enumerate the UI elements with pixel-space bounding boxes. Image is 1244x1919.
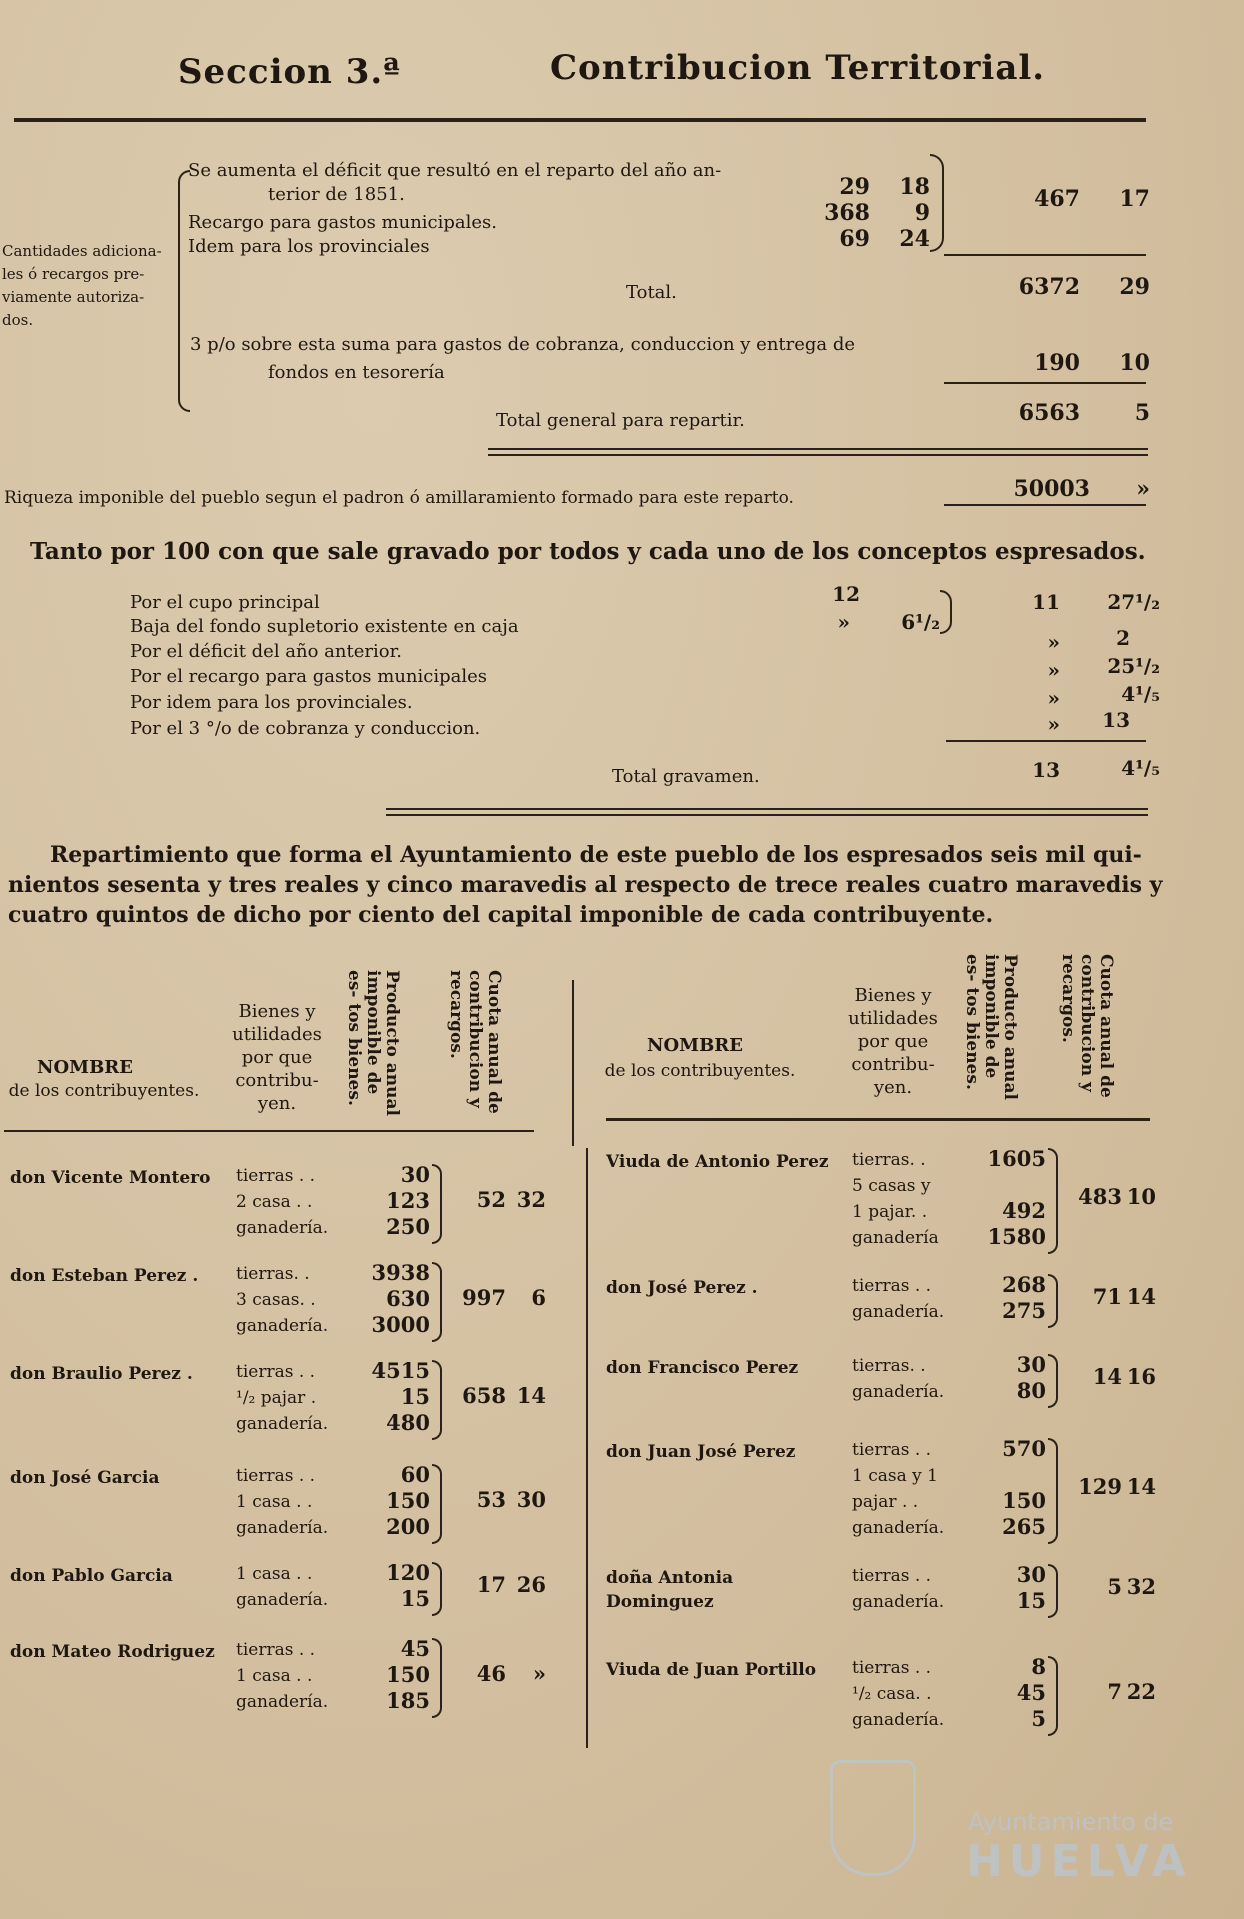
surcharge-reales: 29 bbox=[839, 174, 870, 200]
distribution-intro-line: nientos sesenta y tres reales y cinco maravedis al respecto de trece reales cuatro maravedis y bbox=[8, 872, 1163, 898]
quota-reales: 129 bbox=[1078, 1474, 1122, 1499]
goods-item: ¹/₂ casa. . bbox=[852, 1684, 932, 1704]
quota-reales: 14 bbox=[1092, 1364, 1122, 1389]
surcharge-mrs: 24 bbox=[899, 226, 930, 252]
contributor-name: don Esteban Perez . bbox=[10, 1266, 199, 1286]
quota-mrs: 16 bbox=[1126, 1364, 1156, 1389]
col-product-head: Producto anual imponible de es- tos bienes. bbox=[344, 970, 402, 1116]
row-brace bbox=[1048, 1148, 1058, 1254]
goods-item: 1 casa . . bbox=[236, 1564, 313, 1584]
goods-item: ganadería. bbox=[236, 1414, 329, 1434]
rate-brace bbox=[940, 590, 952, 634]
rate-label: Por el déficit del año anterior. bbox=[130, 641, 402, 662]
rate-c: » bbox=[1047, 686, 1060, 710]
product-value: 45 bbox=[400, 1636, 430, 1661]
wealth-mrs: » bbox=[1136, 476, 1150, 502]
goods-item: ganadería. bbox=[852, 1302, 945, 1322]
product-value: 8 bbox=[1031, 1654, 1046, 1679]
row-brace bbox=[432, 1262, 442, 1342]
section-number: Seccion 3.ª bbox=[178, 52, 401, 92]
rate-b: 6¹/₂ bbox=[901, 610, 940, 634]
goods-item: 2 casa . . bbox=[236, 1192, 313, 1212]
total-mrs: 29 bbox=[1119, 274, 1150, 300]
product-value: 30 bbox=[400, 1162, 430, 1187]
quota-mrs: 22 bbox=[1126, 1679, 1156, 1704]
goods-item: ganadería. bbox=[236, 1590, 329, 1610]
col-product-head: Producto anual imponible de es- tos bienes. bbox=[962, 954, 1020, 1100]
collection-label: fondos en tesorería bbox=[268, 362, 445, 383]
product-value: 4515 bbox=[371, 1358, 430, 1383]
grand-rule bbox=[488, 454, 1148, 456]
product-value: 120 bbox=[386, 1560, 430, 1585]
rate-a: 12 bbox=[832, 582, 860, 606]
rates-double-rule bbox=[386, 808, 1148, 810]
quota-reales: 52 bbox=[476, 1187, 506, 1212]
goods-item: 1 casa . . bbox=[236, 1666, 313, 1686]
product-value: 1605 bbox=[987, 1146, 1046, 1171]
quota-reales: 17 bbox=[476, 1572, 506, 1597]
quota-reales: 658 bbox=[462, 1383, 506, 1408]
rate-label: Por el cupo principal bbox=[130, 592, 320, 613]
row-brace bbox=[1048, 1274, 1058, 1328]
product-value: 268 bbox=[1002, 1272, 1046, 1297]
goods-item: tierras . . bbox=[852, 1566, 932, 1586]
quota-reales: 997 bbox=[462, 1285, 506, 1310]
product-value: 15 bbox=[400, 1384, 430, 1409]
row-brace bbox=[1048, 1438, 1058, 1544]
contributor-name: don Vicente Montero bbox=[10, 1168, 211, 1188]
collection-label: 3 p/o sobre esta suma para gastos de cobranza, conduccion y entrega de bbox=[190, 334, 856, 355]
rate-d: 25¹/₂ bbox=[1107, 654, 1160, 678]
product-value: 1580 bbox=[987, 1224, 1046, 1249]
goods-item: 1 casa . . bbox=[236, 1492, 313, 1512]
product-value: 15 bbox=[1016, 1588, 1046, 1613]
product-value: 150 bbox=[386, 1488, 430, 1513]
collection-rule bbox=[944, 382, 1146, 384]
right-header-rule bbox=[606, 1118, 1150, 1121]
product-value: 30 bbox=[1016, 1352, 1046, 1377]
quota-reales: 71 bbox=[1092, 1284, 1122, 1309]
goods-item: ganadería. bbox=[236, 1218, 329, 1238]
col-quota-head: Cuota anual de contribucion y recargos. bbox=[1058, 954, 1116, 1098]
surcharge-item-label: Idem para los provinciales bbox=[188, 236, 430, 257]
collection-reales: 190 bbox=[1034, 350, 1080, 376]
product-value: 15 bbox=[400, 1586, 430, 1611]
surcharge-item-label: Se aumenta el déficit que resultó en el reparto del año an- bbox=[188, 160, 722, 181]
goods-item: tierras . . bbox=[236, 1640, 316, 1660]
row-brace bbox=[432, 1360, 442, 1440]
goods-item: pajar . . bbox=[852, 1492, 919, 1512]
rates-total-d: 4¹/₅ bbox=[1121, 756, 1160, 780]
product-value: 630 bbox=[386, 1286, 430, 1311]
rate-d: 27¹/₂ bbox=[1107, 590, 1160, 614]
rate-label: Baja del fondo supletorio existente en caja bbox=[130, 616, 519, 637]
product-value: 200 bbox=[386, 1514, 430, 1539]
product-value: 250 bbox=[386, 1214, 430, 1239]
surcharges-side-label: Cantidades adiciona- les ó recargos pre- viamente autoriza- dos. bbox=[2, 242, 162, 329]
goods-item: 1 pajar. . bbox=[852, 1202, 928, 1222]
product-value: 30 bbox=[1016, 1562, 1046, 1587]
rate-d: 4¹/₅ bbox=[1121, 682, 1160, 706]
subtotal-rule bbox=[944, 254, 1146, 256]
surcharge-items-brace bbox=[930, 154, 944, 252]
huelva-crest-icon bbox=[830, 1760, 916, 1876]
quota-reales: 53 bbox=[476, 1487, 506, 1512]
rate-d: 2 bbox=[1116, 626, 1130, 650]
collection-mrs: 10 bbox=[1119, 350, 1150, 376]
quota-mrs: 10 bbox=[1126, 1184, 1156, 1209]
rate-label: Por el 3 °/o de cobranza y conduccion. bbox=[130, 718, 481, 739]
surcharge-mrs: 18 bbox=[899, 174, 930, 200]
row-brace bbox=[1048, 1656, 1058, 1736]
goods-item: 3 casas. . bbox=[236, 1290, 316, 1310]
col-goods-head: Bienes y utilidades por que contribu- yen. bbox=[848, 985, 938, 1098]
product-value: 3000 bbox=[371, 1312, 430, 1337]
row-brace bbox=[432, 1464, 442, 1544]
contributor-name: don José Garcia bbox=[10, 1468, 160, 1488]
quota-reales: 46 bbox=[476, 1661, 506, 1686]
quota-reales: 7 bbox=[1107, 1679, 1122, 1704]
quota-mrs: 6 bbox=[531, 1285, 546, 1310]
rates-rule bbox=[946, 740, 1146, 742]
goods-item: ganadería. bbox=[852, 1518, 945, 1538]
wealth-rule bbox=[944, 504, 1146, 506]
quota-mrs: 14 bbox=[516, 1383, 546, 1408]
product-value: 150 bbox=[386, 1662, 430, 1687]
goods-item: ganadería. bbox=[236, 1316, 329, 1336]
left-header-rule bbox=[4, 1130, 534, 1132]
surcharge-item-label: Recargo para gastos municipales. bbox=[188, 212, 498, 233]
total-label: Total. bbox=[626, 282, 677, 303]
goods-item: ganadería. bbox=[852, 1710, 945, 1730]
distribution-intro-line: Repartimiento que forma el Ayuntamiento de este pueblo de los espresados seis mil qui- bbox=[50, 842, 1142, 868]
product-value: 80 bbox=[1016, 1378, 1046, 1403]
quota-mrs: 32 bbox=[516, 1187, 546, 1212]
watermark-text: Ayuntamiento de bbox=[968, 1808, 1174, 1836]
rate-d: 13 bbox=[1102, 708, 1130, 732]
surcharge-reales: 69 bbox=[839, 226, 870, 252]
quota-mrs: » bbox=[532, 1661, 546, 1686]
contributor-name: doña Antonia Dominguez bbox=[606, 1568, 734, 1612]
table-divider bbox=[572, 980, 574, 1146]
rate-c: » bbox=[1047, 712, 1060, 736]
goods-item: tierras. . bbox=[852, 1150, 926, 1170]
product-value: 150 bbox=[1002, 1488, 1046, 1513]
product-value: 492 bbox=[1002, 1198, 1046, 1223]
contributor-name: don Francisco Perez bbox=[606, 1358, 799, 1378]
surcharges-brace bbox=[178, 170, 190, 412]
product-value: 480 bbox=[386, 1410, 430, 1435]
goods-item: tierras . . bbox=[236, 1362, 316, 1382]
product-value: 123 bbox=[386, 1188, 430, 1213]
wealth-label: Riqueza imponible del pueblo segun el padron ó amillaramiento formado para este reparto. bbox=[4, 488, 794, 508]
product-value: 45 bbox=[1016, 1680, 1046, 1705]
contributor-name: don José Perez . bbox=[606, 1278, 758, 1298]
product-value: 60 bbox=[400, 1462, 430, 1487]
surcharge-reales: 368 bbox=[824, 200, 870, 226]
row-brace bbox=[1048, 1354, 1058, 1408]
product-value: 570 bbox=[1002, 1436, 1046, 1461]
watermark-text: HUELVA bbox=[966, 1836, 1192, 1887]
product-value: 5 bbox=[1031, 1706, 1046, 1731]
quota-reales: 5 bbox=[1107, 1574, 1122, 1599]
goods-item: ganadería. bbox=[852, 1382, 945, 1402]
contributor-name: don Mateo Rodriguez bbox=[10, 1642, 215, 1662]
contributor-name: don Braulio Perez . bbox=[10, 1364, 193, 1384]
rates-total-label: Total gravamen. bbox=[612, 766, 760, 787]
goods-item: ¹/₂ pajar . bbox=[236, 1388, 317, 1408]
col-name-sub: de los contribuyentes. bbox=[604, 1061, 796, 1081]
goods-item: ganadería. bbox=[852, 1592, 945, 1612]
quota-reales: 483 bbox=[1078, 1184, 1122, 1209]
col-quota-head: Cuota anual de contribucion y recargos. bbox=[446, 970, 504, 1114]
row-brace bbox=[432, 1638, 442, 1718]
quota-mrs: 26 bbox=[516, 1572, 546, 1597]
rates-double-rule bbox=[386, 814, 1148, 816]
surcharge-subtotal-reales: 467 bbox=[1034, 186, 1080, 212]
grand-total-label: Total general para repartir. bbox=[496, 410, 745, 431]
distribution-intro-line: cuatro quintos de dicho por ciento del capital imponible de cada contribuyente. bbox=[8, 902, 994, 928]
surcharge-subtotal-mrs: 17 bbox=[1119, 186, 1150, 212]
goods-item: tierras. . bbox=[236, 1264, 310, 1284]
grand-total-mrs: 5 bbox=[1134, 400, 1150, 426]
contributor-name: don Pablo Garcia bbox=[10, 1566, 173, 1586]
col-name-sub: de los contribuyentes. bbox=[8, 1081, 200, 1101]
rate-c: » bbox=[1047, 630, 1060, 654]
contributor-name: don Juan José Perez bbox=[606, 1442, 796, 1462]
rates-title: Tanto por 100 con que sale gravado por todos y cada uno de los conceptos espresados. bbox=[30, 538, 1146, 565]
goods-item: tierras . . bbox=[236, 1166, 316, 1186]
goods-item: tierras . . bbox=[236, 1466, 316, 1486]
quota-mrs: 32 bbox=[1126, 1574, 1156, 1599]
goods-item: tierras . . bbox=[852, 1276, 932, 1296]
product-value: 185 bbox=[386, 1688, 430, 1713]
product-value: 275 bbox=[1002, 1298, 1046, 1323]
header-rule bbox=[14, 118, 1146, 122]
goods-item: tierras . . bbox=[852, 1440, 932, 1460]
quota-mrs: 30 bbox=[516, 1487, 546, 1512]
col-name-head: NOMBRE bbox=[647, 1035, 743, 1056]
grand-total-reales: 6563 bbox=[1018, 400, 1080, 426]
grand-rule bbox=[488, 448, 1148, 450]
quota-mrs: 14 bbox=[1126, 1284, 1156, 1309]
wealth-value: 50003 bbox=[1013, 476, 1090, 502]
contributor-name: Viuda de Antonio Perez bbox=[606, 1152, 829, 1172]
surcharge-mrs: 9 bbox=[914, 200, 930, 226]
rate-label: Por el recargo para gastos municipales bbox=[130, 666, 488, 687]
rates-total-c: 13 bbox=[1032, 758, 1060, 782]
quota-mrs: 14 bbox=[1126, 1474, 1156, 1499]
col-goods-head: Bienes y utilidades por que contribu- yen. bbox=[232, 1001, 322, 1114]
goods-item: ganadería. bbox=[236, 1692, 329, 1712]
surcharge-item-label: terior de 1851. bbox=[268, 184, 405, 205]
rate-label: Por idem para los provinciales. bbox=[130, 692, 413, 713]
total-reales: 6372 bbox=[1018, 274, 1080, 300]
page-title: Contribucion Territorial. bbox=[550, 48, 1046, 88]
goods-item: tierras. . bbox=[852, 1356, 926, 1376]
goods-item: ganadería bbox=[852, 1228, 939, 1248]
goods-item: 5 casas y bbox=[852, 1176, 931, 1196]
row-brace bbox=[432, 1562, 442, 1616]
rate-c: » bbox=[1047, 658, 1060, 682]
row-brace bbox=[432, 1164, 442, 1244]
goods-item: tierras . . bbox=[852, 1658, 932, 1678]
goods-item: 1 casa y 1 bbox=[852, 1466, 938, 1486]
goods-item: ganadería. bbox=[236, 1518, 329, 1538]
product-value: 3938 bbox=[371, 1260, 430, 1285]
rate-c: 11 bbox=[1032, 590, 1060, 614]
row-brace bbox=[1048, 1564, 1058, 1618]
table-divider bbox=[586, 1148, 588, 1748]
rate-a: » bbox=[837, 610, 850, 634]
contributor-name: Viuda de Juan Portillo bbox=[606, 1660, 817, 1680]
col-name-head: NOMBRE bbox=[37, 1057, 133, 1078]
product-value: 265 bbox=[1002, 1514, 1046, 1539]
